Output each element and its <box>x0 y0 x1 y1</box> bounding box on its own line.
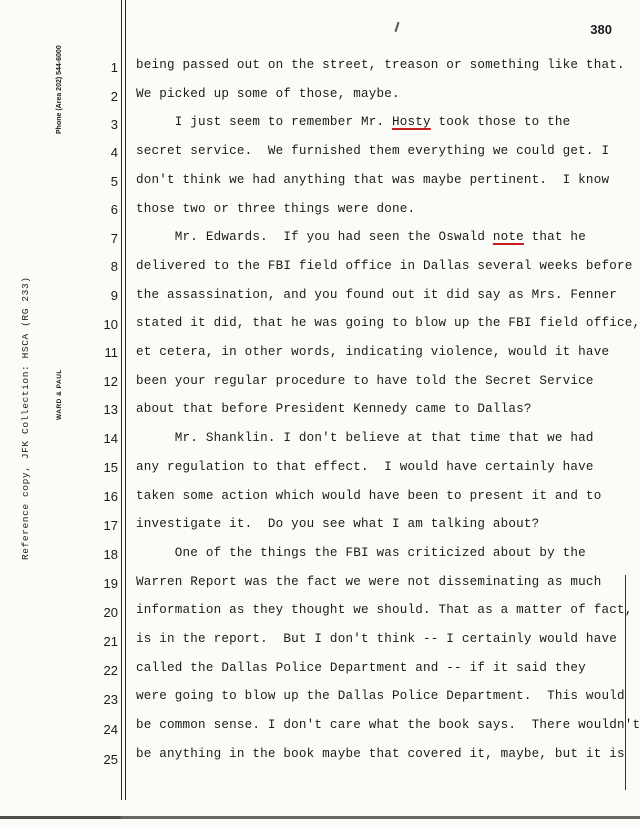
line-text: been your regular procedure to have told the Secret Service <box>136 373 594 388</box>
underlined-word: Hosty <box>392 115 431 130</box>
transcript-line <box>136 431 594 445</box>
transcript-line <box>136 115 570 129</box>
line-number: 9 <box>110 288 118 303</box>
transcript-line <box>136 58 625 72</box>
line-number: 10 <box>103 317 118 332</box>
line-text: be anything in the book maybe that covered it, maybe, but it is <box>136 746 625 761</box>
line-number: 13 <box>103 402 118 417</box>
line-text: secret service. We furnished them everything we could get. I <box>136 144 610 159</box>
transcript-line <box>136 202 415 216</box>
line-number: 2 <box>110 89 118 104</box>
line-number: 23 <box>103 692 118 707</box>
transcript-line <box>136 489 601 503</box>
line-number: 1 <box>110 60 118 75</box>
transcript-line <box>136 460 594 474</box>
transcript-line <box>136 747 625 761</box>
transcript-line <box>136 316 640 330</box>
page-number: 380 <box>590 22 612 37</box>
line-text: information as they thought we should. That as a matter of fact, <box>136 603 633 618</box>
transcript-line <box>136 87 400 101</box>
left-margin-rule <box>121 0 122 800</box>
transcript-line <box>136 546 586 560</box>
line-number: 18 <box>103 547 118 562</box>
line-number: 14 <box>103 431 118 446</box>
transcript-line <box>136 661 586 675</box>
line-text: that he <box>523 230 586 245</box>
line-text: taken some action which would have been to present it and to <box>136 488 602 503</box>
transcript-line <box>136 230 586 244</box>
transcript-line <box>136 575 601 589</box>
transcript-line <box>136 144 609 158</box>
reference-margin-note: Reference copy, JFK Collection: HSCA (RG 233) <box>20 276 31 560</box>
line-text: any regulation to that effect. I would have certainly have <box>136 459 594 474</box>
line-number: 3 <box>110 117 118 132</box>
line-text: Mr. Shanklin. I don't believe at that time that we had <box>136 431 594 446</box>
left-margin-rule-inner <box>125 0 126 800</box>
phone-margin-note: Phone (Area 202) 544-6000 <box>56 45 63 134</box>
line-number: 15 <box>103 460 118 475</box>
line-text: We picked up some of those, maybe. <box>136 86 400 101</box>
line-number: 12 <box>103 374 118 389</box>
transcript-line <box>136 632 617 646</box>
line-text: took those to the <box>430 115 571 130</box>
line-number: 17 <box>103 518 118 533</box>
line-text: Warren Report was the fact we were not disseminating as much <box>136 574 602 589</box>
transcript-line <box>136 402 532 416</box>
transcript-line <box>136 345 609 359</box>
line-number: 24 <box>103 722 118 737</box>
line-text: about that before President Kennedy came to Dallas? <box>136 402 532 417</box>
line-text: were going to blow up the Dallas Police Department. This would <box>136 689 625 704</box>
stray-mark <box>395 22 400 32</box>
line-text: stated it did, that he was going to blow up the FBI field office, <box>136 316 640 331</box>
line-number: 25 <box>103 752 118 767</box>
line-text: One of the things the FBI was criticized about by the <box>136 545 586 560</box>
line-text: et cetera, in other words, indicating violence, would it have <box>136 345 610 359</box>
underlined-word: note <box>492 230 524 245</box>
line-text: investigate it. Do you see what I am talking about? <box>136 517 540 532</box>
transcript-line <box>136 718 640 732</box>
line-text: those two or three things were done. <box>136 201 416 216</box>
transcript-line <box>136 517 539 531</box>
line-text: is in the report. But I don't think -- I certainly would have <box>136 632 617 646</box>
transcript-line <box>136 374 594 388</box>
line-number: 7 <box>110 231 118 246</box>
line-text: I just seem to remember Mr. <box>136 115 392 130</box>
transcript-line <box>136 603 632 617</box>
line-text: Mr. Edwards. If you had seen the Oswald <box>136 230 493 245</box>
transcript-line <box>136 173 609 187</box>
transcript-line <box>136 259 632 273</box>
line-number: 20 <box>103 605 118 620</box>
line-text: called the Dallas Police Department and -- if it said they <box>136 660 586 675</box>
transcript-line <box>136 689 625 703</box>
line-text: don't think we had anything that was maybe pertinent. I know <box>136 172 610 187</box>
transcript-line <box>136 288 617 302</box>
line-text: be common sense. I don't care what the book says. There wouldn't <box>136 718 640 733</box>
line-text: being passed out on the street, treason or something like that. <box>136 58 625 72</box>
line-number: 4 <box>110 145 118 160</box>
line-text: the assassination, and you found out it did say as Mrs. Fenner <box>136 287 617 302</box>
line-number: 5 <box>110 174 118 189</box>
line-number: 22 <box>103 663 118 678</box>
line-number: 19 <box>103 576 118 591</box>
bottom-rule <box>0 816 640 819</box>
line-text: delivered to the FBI field office in Dallas several weeks before <box>136 258 633 273</box>
line-number: 8 <box>110 259 118 274</box>
line-number: 11 <box>104 345 118 360</box>
line-number: 16 <box>103 489 118 504</box>
firm-margin-note: WARD & PAUL <box>56 369 63 420</box>
line-number: 6 <box>110 202 118 217</box>
line-number: 21 <box>103 634 118 649</box>
